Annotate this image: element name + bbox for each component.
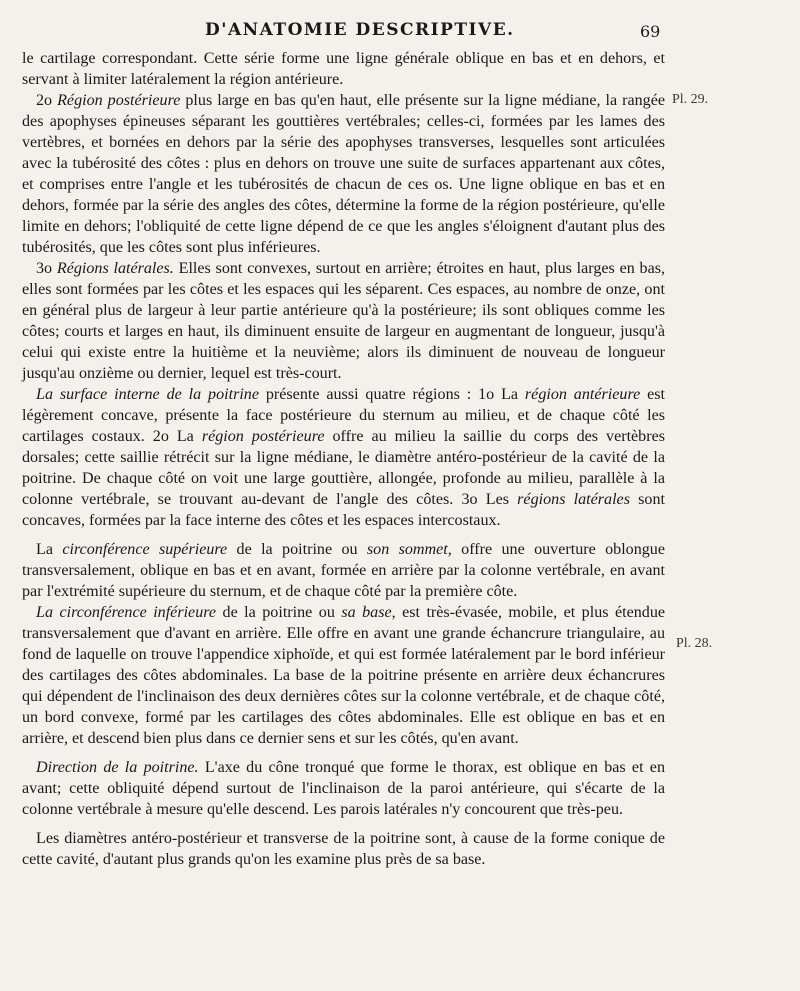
page-number: 69	[640, 22, 661, 41]
section-number: 2o	[36, 92, 58, 109]
paragraph-internal-surface	[22, 384, 665, 531]
paragraph-posterior-region	[22, 90, 665, 258]
page-header	[0, 20, 800, 50]
paragraph-lower-circumference	[22, 602, 665, 749]
paragraph-text: Les diamètres antéro-postérieur et transverse de la poitrine sont, à cause de la forme conique de cette cavité, d'autant plus grands qu'on les examine plus près de sa base.	[22, 830, 665, 868]
italic-term: région antérieure	[524, 386, 641, 403]
paragraph-text: offre une ouverture oblongue transversalement, oblique en bas et en avant, formée en arrière par la colonne vertébrale, en avant par l'extrémité supérieure du sternum, et de chaque côté par la première côte.	[22, 541, 665, 600]
paragraph-text: La	[36, 541, 63, 558]
paragraph-text: présente aussi quatre régions : 1o La	[259, 386, 525, 403]
paragraph-continuation	[22, 48, 665, 90]
section-number: 3o	[36, 260, 57, 277]
italic-term: sa base	[341, 604, 392, 621]
paragraph-text: sont concaves, formées par la face interne des côtes et les espaces intercostaux.	[22, 491, 665, 529]
paragraph-text: L'axe du cône tronqué que forme le thorax, est oblique en bas et en avant; cette obliquité dépend surtout de l'inclinaison de la paroi antérieure, qui s'écarte de la colonne vertébrale à mesure qu'elle descend. Les parois latérales n'y concourent que très-peu.	[22, 759, 665, 818]
paragraph-text: offre au milieu la saillie du corps des vertèbres dorsales; cette saillie rétrécit sur la ligne médiane, le diamètre antéro-postérieur de la cavité de la poitrine. De chaque côté on voit une large gouttière, allongée, profonde au milieu, parallèle à la colonne vertébrale, se trouvant au-devant de l'angle des côtes. 3o Les	[22, 428, 665, 508]
section-heading: Région postérieure	[57, 92, 181, 109]
paragraph-text: est légèrement concave, présente la face postérieure du sternum au milieu, et de chaque côté les cartilages costaux. 2o La	[22, 386, 666, 445]
paragraph-text: le cartilage correspondant. Cette série forme une ligne générale oblique en bas et en dehors, et servant à limiter latéralement la région antérieure.	[22, 50, 665, 88]
paragraph-text: , est très-évasée, mobile, et plus étendue transversalement que d'avant en arrière. Elle offre en avant une grande échancrure triangulaire, au fond de laquelle on trouve l'appendice xiphoïde, et qui est formée latéralement par le bord inférieur des cartilages des côtes abdominales. La base de la poitrine présente en arrière deux échancrures qui dépendent de l'inclinaison des deux dernières côtes sur la colonne vertébrale, et de chaque côté, un bord convexe, formé par les cartilages des côtes abdominales. Elle est oblique en bas et en arrière, et descend bien plus dans ce dernier sens et sur les côtés, qu'en avant.	[22, 604, 666, 747]
italic-term: son sommet,	[366, 541, 452, 558]
section-heading: La circonférence inférieure	[36, 604, 217, 621]
section-heading: La surface interne de la poitrine	[36, 386, 259, 403]
margin-note-plate-28: Pl. 28.	[676, 636, 713, 651]
section-heading: Régions latérales.	[56, 260, 174, 277]
paragraph-diameters	[22, 828, 665, 870]
italic-term: régions latérales	[517, 491, 630, 508]
paragraph-upper-circumference	[22, 539, 665, 602]
margin-note-plate-29: Pl. 29.	[672, 92, 709, 107]
paragraph-lateral-regions	[22, 258, 665, 384]
body-text	[22, 48, 665, 870]
paragraph-text: de la poitrine ou	[227, 541, 367, 558]
running-title: D'ANATOMIE DESCRIPTIVE.	[205, 20, 515, 40]
italic-term: circonférence supérieure	[62, 541, 228, 558]
paragraph-text: Elles sont convexes, surtout en arrière; étroites en haut, plus larges en bas, elles sont formées par les côtes et les espaces qui les séparent. Ces espaces, au nombre de onze, ont en général plus de largeur à leur partie antérieure qu'à la postérieure; ils sont obliques comme les côtes; courts et larges en haut, ils diminuent ensuite de largeur en augmentant de longueur, jusqu'à celui qui existe entre la huitième et la neuvième; alors ils diminuent de nouveau de longueur jusqu'au onzième ou dernier, lequel est très-court.	[22, 260, 666, 382]
section-heading: Direction de la poitrine.	[36, 759, 199, 776]
italic-term: région postérieure	[201, 428, 325, 445]
paragraph-text: plus large en bas qu'en haut, elle présente sur la ligne médiane, la rangée des apophyses épineuses séparant les gouttières vertébrales; celles-ci, formées par les lames des vertèbres, et bornées en dehors par la série des apophyses transverses, lesquelles sont articulées avec la tubérosité des côtes : plus en dehors on trouve une suite de surfaces appartenant aux côtes, et comprises entre l'angle et les tubérosités de chacun de ces os. Une ligne oblique en bas et en dehors, formée par la série des angles des côtes, détermine la forme de la région postérieure, qu'elle limite en dehors; l'obliquité de cette ligne dépend de ce que les angles s'éloignent d'autant plus des tubérosités, que les côtes sont plus inférieures.	[22, 92, 665, 256]
paragraph-direction	[22, 757, 665, 820]
paragraph-text: de la poitrine ou	[216, 604, 342, 621]
